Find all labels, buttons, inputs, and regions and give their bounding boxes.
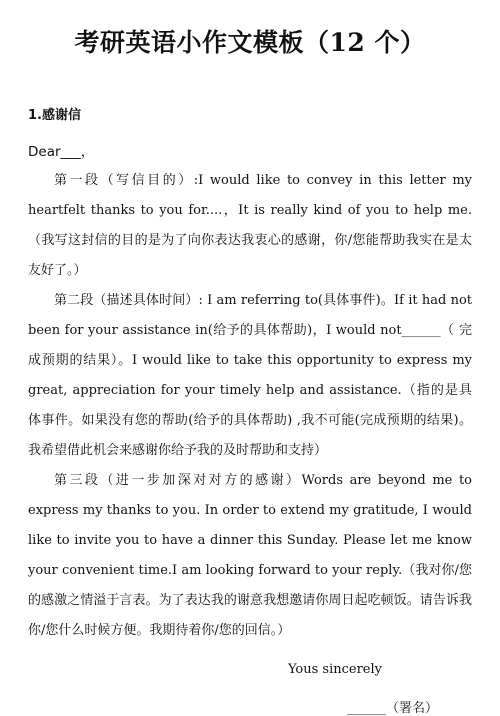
letter-closing: Yous sincerely [287, 662, 382, 677]
paragraph-2: 第二段（描述具体时间）: I am referring to(具体事件)。If it had not been for your assistance in(给予的具体帮助)，I would not______（ 完成预期的结果）。I would like to take this opportunity to express my great, appreciation for your timely help and assistance.（指的是具体事件。如果没有您的帮助(给予的具体帮助) ,我不可能(完成预期的结果)。我希望借此机会来感谢你给予我的及时帮助和支持） [28, 293, 472, 458]
paragraph-1: 第一段（写信目的）:I would like to convey in this letter my heartfelt thanks to you for....，It is really kind of you to help me. （我写这封信的目的是为了向你表达我衷心的感谢，你/您能帮助我实在是太友好了。） [28, 173, 472, 278]
letter-salutation: Dear___， [28, 144, 95, 160]
document-title: 考研英语小作文模板（12 个） [74, 28, 426, 57]
paragraph-3: 第三段（进一步加深对对方的感谢）Words are beyond me to express my thanks to you. In order to extend my gratitude, I would like to invite you to have a dinner this Sunday. Please let me know your convenient time.I am looking forward to your reply.（我对你/您的感激之情溢于言表。为了表达我的谢意我想邀请你周日起吃顿饭。请告诉我你/您什么时候方便。我期待着你/您的回信。） [28, 473, 472, 638]
signature-line: ______（署名） [346, 701, 438, 716]
section-heading: 1.感谢信 [28, 108, 81, 123]
